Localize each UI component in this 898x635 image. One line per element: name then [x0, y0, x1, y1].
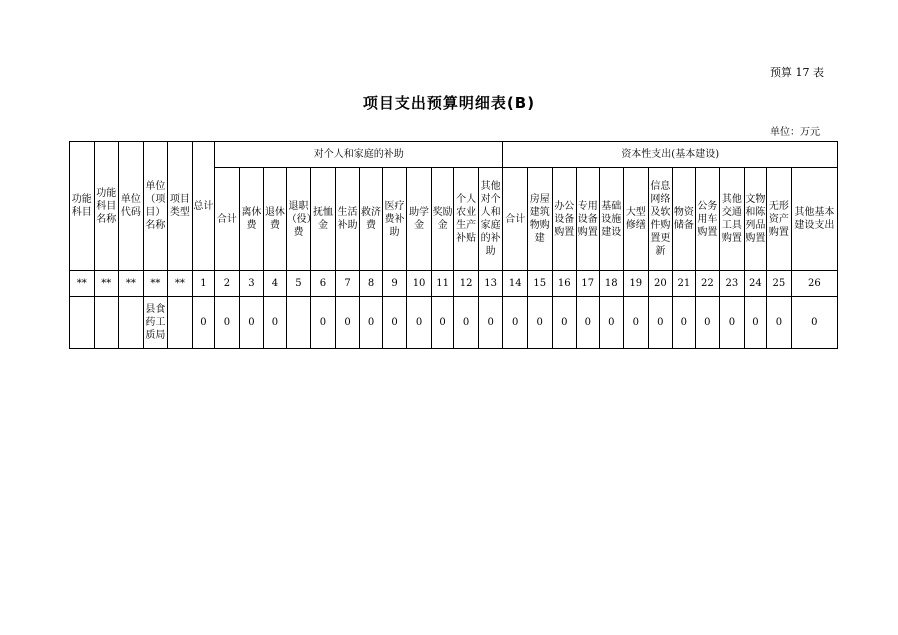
- value-cell: 0: [599, 297, 624, 349]
- cell-func-name: [94, 297, 119, 349]
- unit-label: 单位：万元: [770, 127, 820, 138]
- index-cell: 14: [503, 271, 528, 297]
- index-cell: 7: [335, 271, 360, 297]
- header-capital-13: 其他基本建设支出: [791, 168, 837, 271]
- value-cell: 0: [577, 297, 599, 349]
- header-personal-6: 生活补助: [335, 168, 360, 271]
- header-personal-11: 个人农业生产补贴: [454, 168, 479, 271]
- index-cell: 6: [311, 271, 336, 297]
- value-cell: 0: [192, 297, 214, 349]
- value-cell: 0: [407, 297, 432, 349]
- header-capital-1: 合计: [503, 168, 528, 271]
- index-cell: 9: [382, 271, 407, 297]
- value-cell: 0: [695, 297, 720, 349]
- index-cell: 23: [720, 271, 745, 297]
- value-cell: 0: [673, 297, 695, 349]
- index-cell: 26: [791, 271, 837, 297]
- value-cell: [286, 297, 311, 349]
- index-cell: 2: [215, 271, 240, 297]
- index-cell: 1: [192, 271, 214, 297]
- header-capital-3: 办公设备购置: [552, 168, 577, 271]
- header-personal-9: 助学金: [407, 168, 432, 271]
- index-cell: 24: [744, 271, 766, 297]
- index-cell: **: [94, 271, 119, 297]
- header-unit-code: 单位代码: [119, 142, 144, 271]
- header-personal-2: 离休费: [239, 168, 264, 271]
- index-cell: 12: [454, 271, 479, 297]
- header-personal-1: 合计: [215, 168, 240, 271]
- header-personal-5: 抚恤金: [311, 168, 336, 271]
- index-cell: 19: [624, 271, 649, 297]
- header-row-group: [70, 142, 838, 168]
- cell-unit-code: [119, 297, 144, 349]
- index-row: [70, 271, 838, 297]
- header-capital-6: 大型修缮: [624, 168, 649, 271]
- header-capital-8: 物资储备: [673, 168, 695, 271]
- index-cell: **: [168, 271, 193, 297]
- value-cell: 0: [360, 297, 382, 349]
- cell-unit-name: 县食药工质局: [143, 297, 168, 349]
- index-cell: 18: [599, 271, 624, 297]
- value-cell: 0: [744, 297, 766, 349]
- index-cell: 4: [264, 271, 286, 297]
- header-capital-11: 文物和陈列品购置: [744, 168, 766, 271]
- value-cell: 0: [311, 297, 336, 349]
- value-cell: 0: [720, 297, 745, 349]
- header-project-type: 项目类型: [168, 142, 193, 271]
- value-cell: 0: [478, 297, 503, 349]
- header-total: 总计: [192, 142, 214, 271]
- header-unit-name: 单位（项目）名称: [143, 142, 168, 271]
- index-cell: 13: [478, 271, 503, 297]
- index-cell: 20: [648, 271, 673, 297]
- header-capital-2: 房屋建筑物购建: [527, 168, 552, 271]
- index-cell: **: [143, 271, 168, 297]
- header-func-name: 功能科目名称: [94, 142, 119, 271]
- header-capital-9: 公务用车购置: [695, 168, 720, 271]
- index-cell: 11: [431, 271, 453, 297]
- value-cell: 0: [503, 297, 528, 349]
- index-cell: 8: [360, 271, 382, 297]
- index-cell: **: [70, 271, 95, 297]
- value-cell: 0: [527, 297, 552, 349]
- value-cell: 0: [382, 297, 407, 349]
- value-cell: 0: [648, 297, 673, 349]
- header-group-capital: 资本性支出(基本建设): [503, 142, 838, 168]
- index-cell: 22: [695, 271, 720, 297]
- header-personal-12: 其他对个人和家庭的补助: [478, 168, 503, 271]
- value-cell: 0: [215, 297, 240, 349]
- index-cell: 16: [552, 271, 577, 297]
- value-cell: 0: [791, 297, 837, 349]
- header-personal-4: 退职（役）费: [286, 168, 311, 271]
- value-cell: 0: [767, 297, 792, 349]
- value-cell: 0: [454, 297, 479, 349]
- header-personal-7: 救济费: [360, 168, 382, 271]
- index-cell: 17: [577, 271, 599, 297]
- index-cell: 25: [767, 271, 792, 297]
- value-cell: 0: [264, 297, 286, 349]
- header-personal-3: 退休费: [264, 168, 286, 271]
- table-row: [70, 297, 838, 349]
- header-capital-12: 无形资产购置: [767, 168, 792, 271]
- header-group-personal: 对个人和家庭的补助: [215, 142, 503, 168]
- budget-table: [69, 141, 838, 349]
- index-cell: 10: [407, 271, 432, 297]
- form-number: 预算 17 表: [770, 66, 824, 79]
- header-capital-7: 信息网络及软件购置更新: [648, 168, 673, 271]
- index-cell: 5: [286, 271, 311, 297]
- header-capital-10: 其他交通工具购置: [720, 168, 745, 271]
- cell-project-type: [168, 297, 193, 349]
- header-personal-10: 奖励金: [431, 168, 453, 271]
- header-capital-5: 基础设施建设: [599, 168, 624, 271]
- index-cell: 15: [527, 271, 552, 297]
- header-personal-8: 医疗费补助: [382, 168, 407, 271]
- value-cell: 0: [335, 297, 360, 349]
- page-title: 项目支出预算明细表(B): [362, 94, 536, 112]
- index-cell: **: [119, 271, 144, 297]
- value-cell: 0: [552, 297, 577, 349]
- index-cell: 3: [239, 271, 264, 297]
- value-cell: 0: [624, 297, 649, 349]
- index-cell: 21: [673, 271, 695, 297]
- value-cell: 0: [431, 297, 453, 349]
- header-func-code: 功能科目: [70, 142, 95, 271]
- value-cell: 0: [239, 297, 264, 349]
- cell-func-code: [70, 297, 95, 349]
- header-capital-4: 专用设备购置: [577, 168, 599, 271]
